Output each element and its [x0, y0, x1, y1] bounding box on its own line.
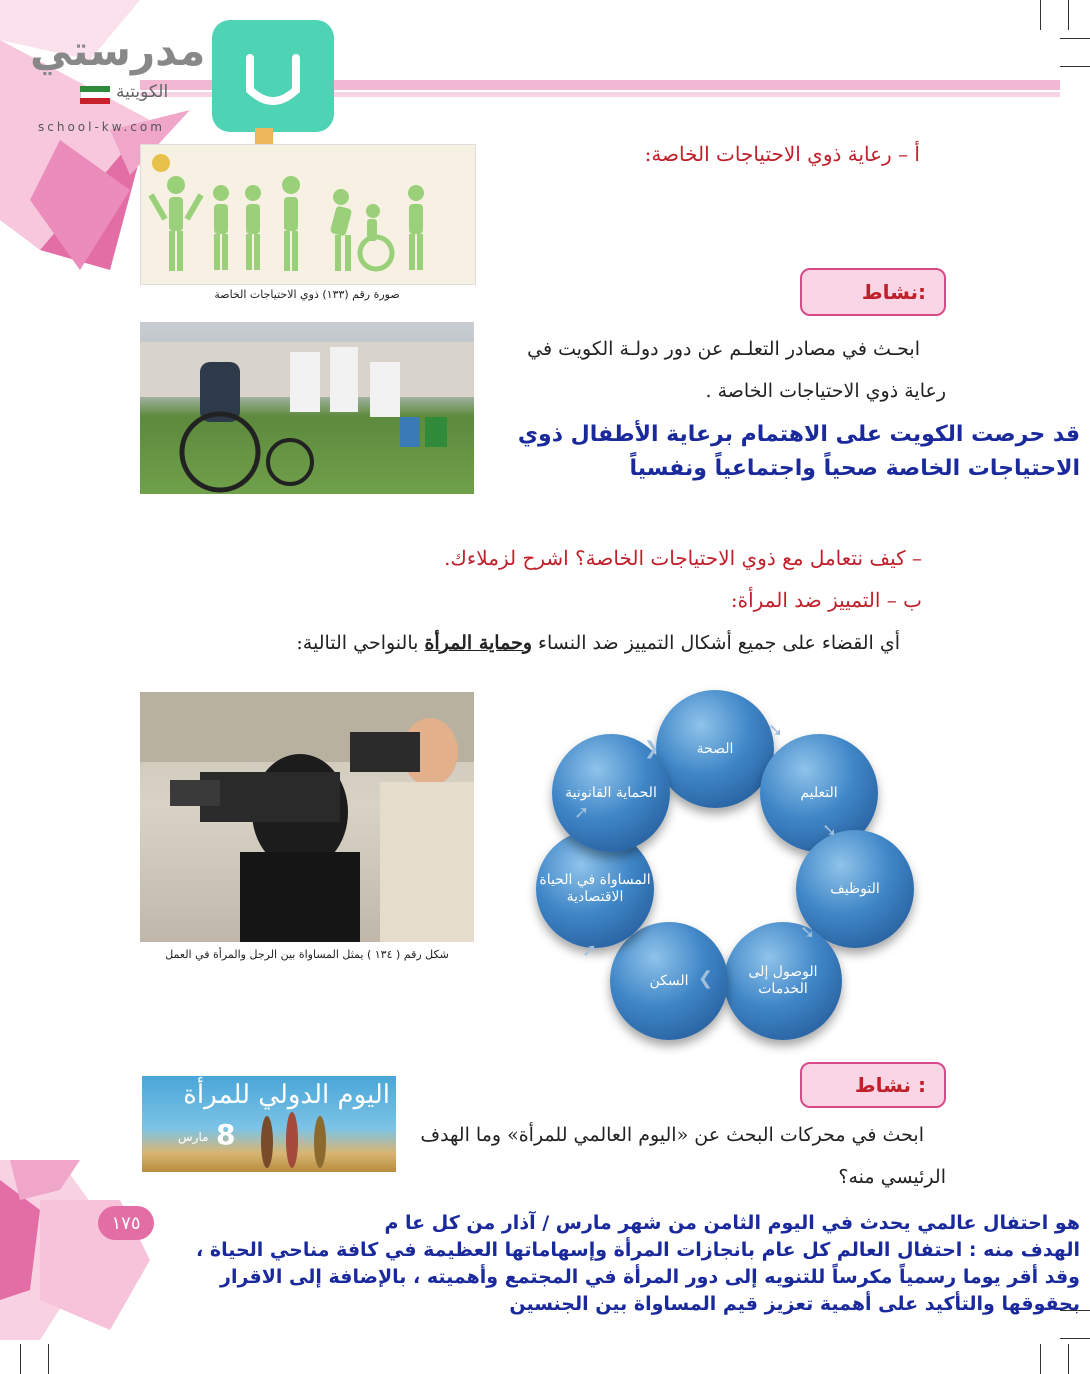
cycle-node: المساواة في الحياة الاقتصادية [536, 830, 654, 948]
cycle-arrow-icon: ➚ [582, 940, 598, 961]
logo-url: school-kw.com [38, 120, 165, 134]
cycle-arrow-icon: ➚ [574, 802, 590, 823]
women-figures [252, 1112, 342, 1172]
discussion-question: – كيف نتعامل مع ذوي الاحتياجات الخاصة؟ اشرح لزملاءك. [444, 546, 922, 570]
cycle-arrow-icon: ❮ [698, 968, 714, 989]
cycle-node: الصحة [656, 690, 774, 808]
image1-caption: صورة رقم (١٣٣) ذوي الاحتياجات الخاصة [214, 288, 400, 301]
banner-day: 8 [216, 1118, 236, 1151]
banner-title: اليوم الدولي للمرأة [183, 1080, 390, 1110]
cycle-arrow-icon: ❯ [644, 738, 660, 759]
page-number: ١٧٥ [98, 1206, 154, 1240]
logo-brand-text: مدرستي [30, 26, 206, 75]
cycle-node: الوصول إلى الخدمات [724, 922, 842, 1040]
cycle-arrow-icon: ➘ [768, 720, 784, 741]
kuwait-emblem-icon [152, 154, 170, 172]
banner-month: مارس [178, 1130, 209, 1144]
cycle-arrow-icon: ➘ [822, 820, 838, 841]
intro-highlight: وحماية المرأة [424, 632, 532, 654]
section-b-heading: ب – التمييز ضد المرأة: [730, 588, 922, 612]
intro-before: أي القضاء على جميع أشكال التمييز ضد النساء [532, 632, 900, 654]
site-logo[interactable] [30, 20, 210, 135]
womens-day-banner [142, 1076, 396, 1172]
activity2-line1: ابحث في محركات البحث عن «اليوم العالمي للمرأة» وما الهدف [420, 1124, 924, 1146]
answer2-line: الهدف منه : احتفال العالم كل عام بانجازات المرأة وإسهاماتها العظيمة في كافة مناحي الحياة ، [196, 1239, 1080, 1261]
section-b-intro [270, 632, 900, 654]
answer2-line: هو احتفال عالمي يحدث في اليوم الثامن من شهر مارس / آذار من كل عا م [384, 1212, 1080, 1234]
cycle-node: التعليم [760, 734, 878, 852]
wheelchair-photo [140, 322, 474, 494]
answer1-line2: الاحتياجات الخاصة صحياً واجتماعياً ونفسياً [629, 456, 1080, 481]
activity-label: نشاط: [861, 280, 926, 304]
intro-after: بالنواحي التالية: [296, 632, 425, 654]
section-a-heading: أ – رعاية ذوي الاحتياجات الخاصة: [644, 142, 920, 166]
cycle-node: التوظيف [796, 830, 914, 948]
answer2-block [150, 1210, 1080, 1318]
cycle-diagram [520, 690, 890, 1050]
special-needs-image [140, 144, 476, 285]
cycle-node: السكن [610, 922, 728, 1040]
cycle-node: الحماية القانونية [552, 734, 670, 852]
answer2-line: وقد أقر يوما رسمياً مكرساً للتنويه إلى دور المرأة في المجتمع وأهميته ، بالإضافة إلى الاقرار [220, 1266, 1080, 1288]
activity2-line2: الرئيسي منه؟ [838, 1166, 946, 1188]
camera-photo [140, 692, 474, 942]
activity1-line2: رعاية ذوي الاحتياجات الخاصة . [705, 380, 946, 402]
kuwait-flag-icon [80, 86, 110, 104]
people-icons [141, 145, 475, 284]
activity2-box [800, 1062, 946, 1108]
logo-mark-icon [212, 20, 334, 132]
logo-subtitle: الكويتية [116, 82, 169, 102]
cycle-arrow-icon: ➘ [800, 922, 816, 943]
image2-caption: شكل رقم ( ١٣٤ ) يمثل المساواة بين الرجل والمرأة في العمل [165, 948, 449, 961]
activity2-label: نشاط : [854, 1073, 926, 1097]
activity1-line1: ابحـث في مصادر التعلـم عن دور دولـة الكويت في [527, 338, 920, 360]
activity-box [800, 268, 946, 316]
answer2-line: بحقوقها والتأكيد على أهمية تعزيز قيم المساواة بين الجنسين [509, 1293, 1080, 1315]
answer1-line1: قد حرصت الكويت على الاهتمام برعاية الأطفال ذوي [517, 422, 1080, 447]
